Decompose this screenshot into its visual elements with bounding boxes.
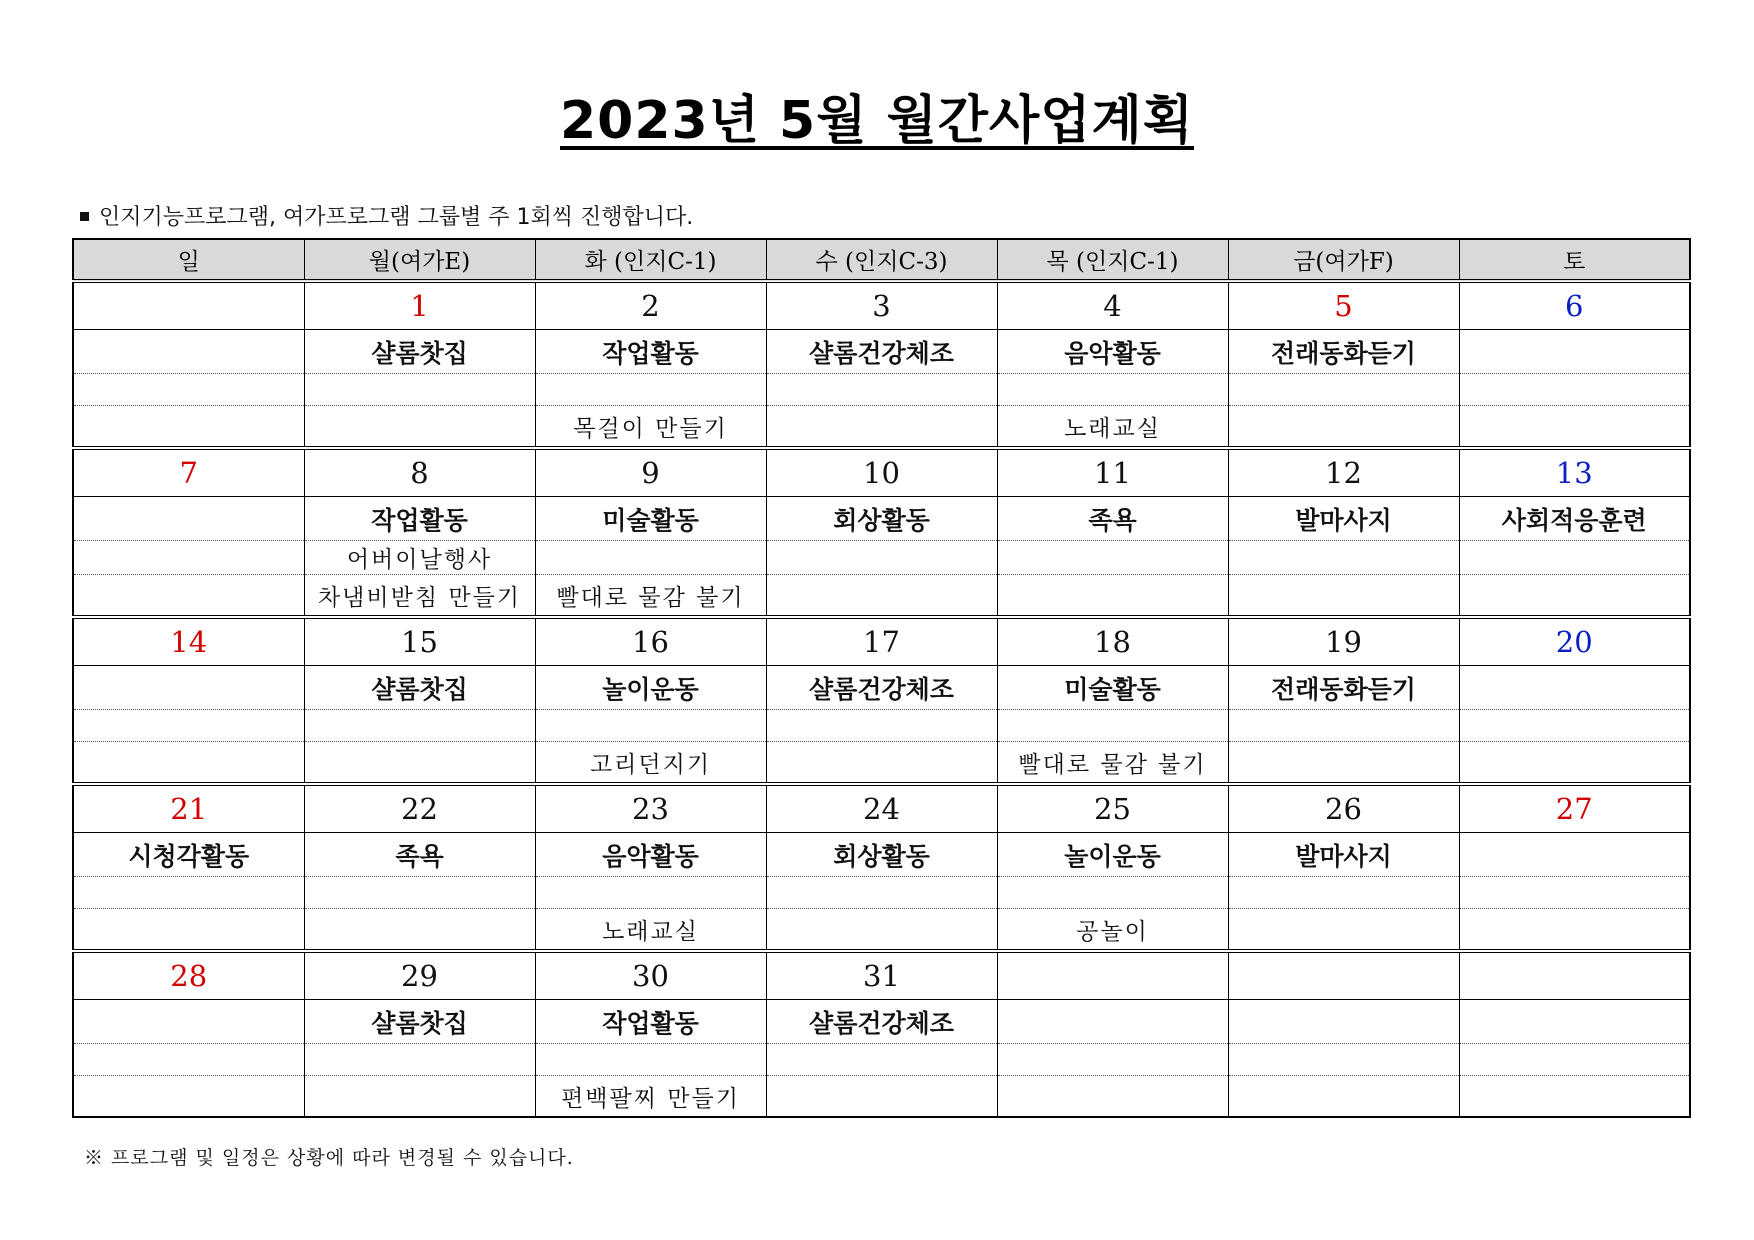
- activity-detail: [1459, 575, 1690, 618]
- weekday-header: 수 (인지C-3): [766, 239, 997, 281]
- activity-title: [1459, 1000, 1690, 1044]
- program-note: [80, 200, 693, 231]
- activity-detail: [1228, 742, 1459, 785]
- activity-detail: 편백팔찌 만들기: [535, 1076, 766, 1118]
- day-number: 8: [304, 448, 535, 497]
- activity-title: 미술활동: [997, 666, 1228, 710]
- day-number: 24: [766, 784, 997, 833]
- week-3-num-row: [73, 617, 1690, 666]
- activity-title: [73, 497, 304, 541]
- activity-detail: [997, 1076, 1228, 1118]
- week-4-sub2-row: [73, 909, 1690, 952]
- activity-note: [766, 1044, 997, 1076]
- activity-title: [73, 330, 304, 374]
- activity-note: [1228, 374, 1459, 406]
- activity-note: [304, 877, 535, 909]
- activity-detail: 고리던지기: [535, 742, 766, 785]
- activity-note: [535, 877, 766, 909]
- activity-detail: 노래교실: [535, 909, 766, 952]
- day-number: 23: [535, 784, 766, 833]
- activity-note: [997, 1044, 1228, 1076]
- activity-note: [1459, 877, 1690, 909]
- activity-note: [73, 1044, 304, 1076]
- day-number: 19: [1228, 617, 1459, 666]
- activity-title: 발마사지: [1228, 497, 1459, 541]
- page-title-wrap: [0, 78, 1754, 153]
- activity-note: [535, 541, 766, 575]
- weekday-header-row: [73, 239, 1690, 281]
- week-1-num-row: [73, 281, 1690, 330]
- activity-title: [1228, 1000, 1459, 1044]
- day-number: 11: [997, 448, 1228, 497]
- activity-detail: [766, 909, 997, 952]
- activity-detail: [1459, 909, 1690, 952]
- activity-note: [304, 374, 535, 406]
- activity-detail: [1459, 742, 1690, 785]
- day-number: 2: [535, 281, 766, 330]
- activity-detail: 목걸이 만들기: [535, 406, 766, 449]
- day-number: 6: [1459, 281, 1690, 330]
- activity-title: 미술활동: [535, 497, 766, 541]
- activity-note: [1228, 710, 1459, 742]
- activity-title: [997, 1000, 1228, 1044]
- week-3-sub2-row: [73, 742, 1690, 785]
- day-number: 1: [304, 281, 535, 330]
- activity-detail: [304, 742, 535, 785]
- day-number: [1459, 951, 1690, 1000]
- activity-title: 시청각활동: [73, 833, 304, 877]
- day-number: 29: [304, 951, 535, 1000]
- week-2-act-row: [73, 497, 1690, 541]
- week-3-act-row: [73, 666, 1690, 710]
- day-number: 14: [73, 617, 304, 666]
- weekday-header: 금(여가F): [1228, 239, 1459, 281]
- activity-title: 회상활동: [766, 497, 997, 541]
- activity-title: [73, 1000, 304, 1044]
- activity-title: 작업활동: [535, 1000, 766, 1044]
- activity-note: [73, 710, 304, 742]
- activity-title: 놀이운동: [535, 666, 766, 710]
- activity-title: 음악활동: [997, 330, 1228, 374]
- activity-detail: [997, 575, 1228, 618]
- activity-detail: [304, 1076, 535, 1118]
- activity-title: 발마사지: [1228, 833, 1459, 877]
- activity-note: [766, 541, 997, 575]
- activity-note: [766, 374, 997, 406]
- activity-note: [1228, 877, 1459, 909]
- activity-note: [766, 877, 997, 909]
- week-5-sub2-row: [73, 1076, 1690, 1118]
- day-number: [997, 951, 1228, 1000]
- monthly-calendar: [72, 238, 1691, 1118]
- week-2-sub2-row: [73, 575, 1690, 618]
- activity-note: [1228, 1044, 1459, 1076]
- activity-title: 전래동화듣기: [1228, 666, 1459, 710]
- activity-detail: [73, 909, 304, 952]
- day-number: 27: [1459, 784, 1690, 833]
- activity-detail: [1228, 1076, 1459, 1118]
- day-number: [1228, 951, 1459, 1000]
- activity-detail: 빨대로 물감 불기: [535, 575, 766, 618]
- activity-detail: [304, 909, 535, 952]
- activity-detail: 차냄비받침 만들기: [304, 575, 535, 618]
- weekday-header: 일: [73, 239, 304, 281]
- activity-note: [1459, 710, 1690, 742]
- activity-note: [73, 877, 304, 909]
- activity-note: [1459, 1044, 1690, 1076]
- activity-note: [535, 1044, 766, 1076]
- activity-note: [304, 1044, 535, 1076]
- day-number: 9: [535, 448, 766, 497]
- activity-detail: [73, 575, 304, 618]
- day-number: 28: [73, 951, 304, 1000]
- activity-detail: 빨대로 물감 불기: [997, 742, 1228, 785]
- day-number: 26: [1228, 784, 1459, 833]
- activity-note: [997, 541, 1228, 575]
- calendar-body: [73, 281, 1690, 1117]
- activity-detail: [73, 406, 304, 449]
- day-number: 10: [766, 448, 997, 497]
- weekday-header: 토: [1459, 239, 1690, 281]
- activity-note: [997, 877, 1228, 909]
- activity-detail: [766, 742, 997, 785]
- activity-detail: [1228, 909, 1459, 952]
- activity-detail: [73, 1076, 304, 1118]
- week-5-act-row: [73, 1000, 1690, 1044]
- activity-title: 전래동화듣기: [1228, 330, 1459, 374]
- activity-detail: [1228, 575, 1459, 618]
- activity-title: 샬롬찻집: [304, 330, 535, 374]
- day-number: 15: [304, 617, 535, 666]
- activity-note: [73, 541, 304, 575]
- activity-detail: [1459, 406, 1690, 449]
- weekday-header: 화 (인지C-1): [535, 239, 766, 281]
- activity-note: [1459, 541, 1690, 575]
- week-4-num-row: [73, 784, 1690, 833]
- day-number: 4: [997, 281, 1228, 330]
- day-number: 30: [535, 951, 766, 1000]
- activity-title: 작업활동: [535, 330, 766, 374]
- activity-detail: [1228, 406, 1459, 449]
- day-number: 21: [73, 784, 304, 833]
- activity-note: [997, 374, 1228, 406]
- activity-detail: 노래교실: [997, 406, 1228, 449]
- day-number: 7: [73, 448, 304, 497]
- week-5-sub1-row: [73, 1044, 1690, 1076]
- week-1-sub2-row: [73, 406, 1690, 449]
- week-2-num-row: [73, 448, 1690, 497]
- activity-title: 놀이운동: [997, 833, 1228, 877]
- week-4-act-row: [73, 833, 1690, 877]
- day-number: 13: [1459, 448, 1690, 497]
- day-number: 12: [1228, 448, 1459, 497]
- activity-title: 작업활동: [304, 497, 535, 541]
- day-number: 22: [304, 784, 535, 833]
- activity-title: 샬롬찻집: [304, 666, 535, 710]
- activity-detail: [304, 406, 535, 449]
- activity-title: [1459, 833, 1690, 877]
- day-number: 25: [997, 784, 1228, 833]
- week-4-sub1-row: [73, 877, 1690, 909]
- week-2-sub1-row: [73, 541, 1690, 575]
- activity-note: [766, 710, 997, 742]
- day-number: [73, 281, 304, 330]
- day-number: 18: [997, 617, 1228, 666]
- activity-detail: 공놀이: [997, 909, 1228, 952]
- program-note-text: 인지기능프로그램, 여가프로그램 그룹별 주 1회씩 진행합니다.: [99, 205, 694, 230]
- day-number: 3: [766, 281, 997, 330]
- activity-detail: [73, 742, 304, 785]
- activity-title: 족욕: [997, 497, 1228, 541]
- activity-title: 샬롬건강체조: [766, 1000, 997, 1044]
- weekday-header: 월(여가E): [304, 239, 535, 281]
- activity-note: [1228, 541, 1459, 575]
- activity-detail: [766, 406, 997, 449]
- day-number: 31: [766, 951, 997, 1000]
- activity-note: [304, 710, 535, 742]
- activity-title: 샬롬건강체조: [766, 330, 997, 374]
- day-number: 20: [1459, 617, 1690, 666]
- activity-note: [997, 710, 1228, 742]
- week-1-act-row: [73, 330, 1690, 374]
- week-1-sub1-row: [73, 374, 1690, 406]
- activity-note: [1459, 374, 1690, 406]
- day-number: 5: [1228, 281, 1459, 330]
- week-5-num-row: [73, 951, 1690, 1000]
- activity-title: 족욕: [304, 833, 535, 877]
- square-bullet-icon: [80, 212, 89, 221]
- activity-title: [1459, 330, 1690, 374]
- activity-title: 샬롬찻집: [304, 1000, 535, 1044]
- activity-detail: [766, 575, 997, 618]
- activity-title: [1459, 666, 1690, 710]
- activity-title: 샬롬건강체조: [766, 666, 997, 710]
- activity-note: [535, 374, 766, 406]
- weekday-header: 목 (인지C-1): [997, 239, 1228, 281]
- footer-note: ※ 프로그램 및 일정은 상황에 따라 변경될 수 있습니다.: [84, 1147, 574, 1169]
- activity-note: [535, 710, 766, 742]
- activity-note: 어버이날행사: [304, 541, 535, 575]
- activity-detail: [1459, 1076, 1690, 1118]
- activity-title: 음악활동: [535, 833, 766, 877]
- day-number: 17: [766, 617, 997, 666]
- day-number: 16: [535, 617, 766, 666]
- activity-note: [73, 374, 304, 406]
- activity-detail: [766, 1076, 997, 1118]
- week-3-sub1-row: [73, 710, 1690, 742]
- activity-title: 회상활동: [766, 833, 997, 877]
- activity-title: 사회적응훈련: [1459, 497, 1690, 541]
- page-title: 2023년 5월 월간사업계획: [560, 91, 1194, 151]
- activity-title: [73, 666, 304, 710]
